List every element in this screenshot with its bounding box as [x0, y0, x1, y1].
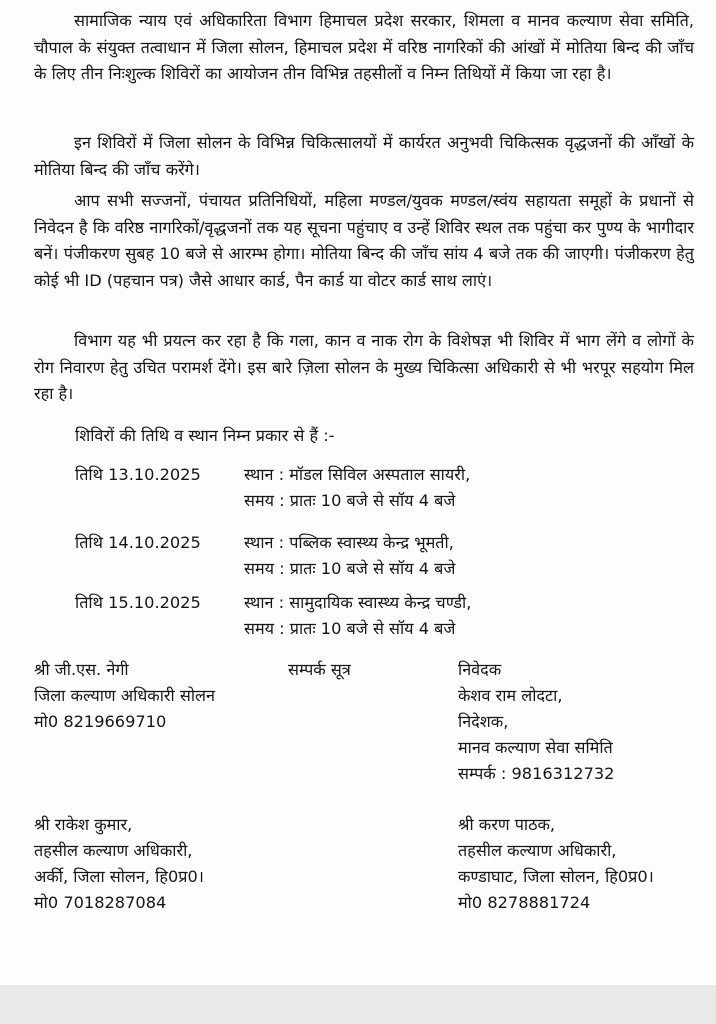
contact-phone: मो0 8219669710 — [34, 712, 167, 731]
contact-designation: तहसील कल्याण अधिकारी, — [458, 841, 617, 860]
schedule-heading: शिविरों की तिथि व स्थान निम्न प्रकार से हैं :- — [75, 426, 335, 445]
schedule-date: तिथि 14.10.2025 — [75, 533, 201, 552]
appeal-paragraph: आप सभी सज्जनों, पंचायत प्रतिनिधियों, महिला मण्डल/युवक मण्डल/स्वंय सहायता समूहों के प्रधानों से निवेदन है कि वरिष्ठ नागरिकों/वृद्धजनों तक यह सूचना पहुंचाए व उन्हें शिविर स्थल तक पहुंचा कर पुण्य के भागीदार बनें। पंजीकरण सुबह 10 बजे से आरम्भ होगा। मोतिया बिन्द की जाँच सांय 4 बजे तक की जाएगी। पंजीकरण हेतु कोई भी ID (पहचान पत्र) जैसे आधार कार्ड, पैन कार्ड या वोटर कार्ड साथ लाएं। — [34, 191, 694, 290]
ent-paragraph: विभाग यह भी प्रयत्न कर रहा है कि गला, कान व नाक रोग के विशेषज्ञ भी शिविर में भाग लेंगे व लोगों के रोग निवारण हेतु उचित परामर्श देंगे। इस बारे ज़िला सोलन के मुख्य चिकित्सा अधिकारी से भी भरपूर सहयोग मिल रहा है। — [34, 331, 694, 403]
contact-address: कण्डाघाट, जिला सोलन, हि0प्र0। — [458, 867, 654, 886]
contact-phone: मो0 8278881724 — [458, 893, 591, 912]
intro-paragraph: सामाजिक न्याय एवं अधिकारिता विभाग हिमाचल प्रदेश सरकार, शिमला व मानव कल्याण सेवा समिति, चौपाल के संयुक्त तत्वाधान में जिला सोलन, हिमाचल प्रदेश में वरिष्ठ नागरिकों की आंखों में मोतिया बिन्द की जाँच के लिए तीन निःशुल्क शिविरों का आयोजन तीन विभिन्न तहसीलों व निम्न तिथियों में किया जा रहा है। — [34, 11, 694, 83]
contact-designation: तहसील कल्याण अधिकारी, — [34, 841, 193, 860]
contact-organization: मानव कल्याण सेवा समिति — [458, 738, 613, 757]
doctors-paragraph: इन शिविरों में जिला सोलन के विभिन्न चिकित्सालयों में कार्यरत अनुभवी चिकित्सक वृद्धजनों की आँखों के मोतिया बिन्द की जाँच करेंगे। — [34, 133, 694, 179]
schedule-date: तिथि 13.10.2025 — [75, 465, 201, 484]
schedule-time: समय : प्रातः 10 बजे से सॉय 4 बजे — [244, 491, 456, 510]
schedule-time: समय : प्रातः 10 बजे से सॉय 4 बजे — [244, 619, 456, 638]
schedule-date: तिथि 15.10.2025 — [75, 593, 201, 612]
schedule-place: स्थान : मॉडल सिविल अस्पताल सायरी, — [244, 465, 471, 484]
contact-phone: सम्पर्क : 9816312732 — [458, 764, 615, 783]
contact-address: अर्की, जिला सोलन, हि0प्र0। — [34, 867, 204, 886]
contact-name: श्री करण पाठक, — [458, 815, 556, 834]
contact-designation: निदेशक, — [458, 712, 509, 731]
contact-name: श्री राकेश कुमार, — [34, 815, 133, 834]
contact-name: केशव राम लोदटा, — [458, 686, 563, 705]
applicant-heading: निवेदक — [458, 660, 502, 679]
schedule-time: समय : प्रातः 10 बजे से सॉय 4 बजे — [244, 559, 456, 578]
contact-designation: जिला कल्याण अधिकारी सोलन — [34, 686, 215, 705]
bottom-margin-bar — [0, 985, 716, 1024]
schedule-place: स्थान : पब्लिक स्वास्थ्य केन्द्र भूमती, — [244, 533, 454, 552]
contact-label: सम्पर्क सूत्र — [288, 660, 351, 679]
contact-name: श्री जी.एस. नेगी — [34, 660, 129, 679]
contact-phone: मो0 7018287084 — [34, 893, 167, 912]
schedule-place: स्थान : सामुदायिक स्वास्थ्य केन्द्र चण्डी, — [244, 593, 472, 612]
